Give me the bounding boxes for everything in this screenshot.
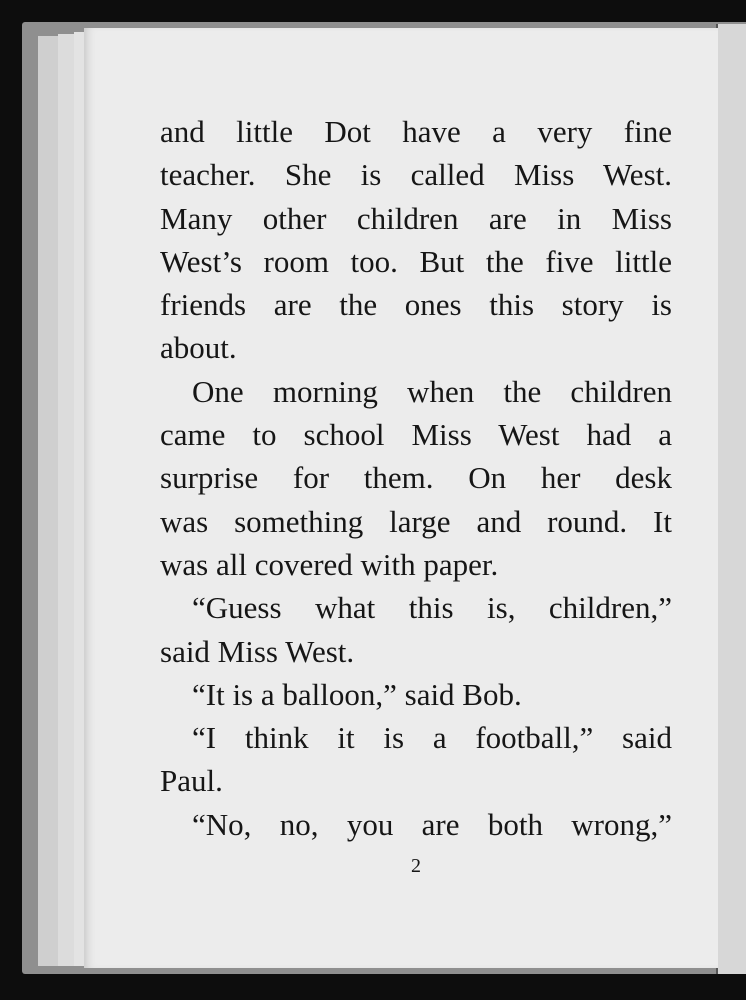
text-line: “I think it is a football,” said [192,720,672,756]
text-line: surprise for them. On her desk [160,460,672,496]
facing-page [716,24,746,974]
text-line: about. [160,330,237,366]
text-line: teacher. She is called Miss West. [160,157,672,193]
text-line: was all covered with paper. [160,546,499,582]
text-line: was something large and round. It [160,503,672,539]
text-line: and little Dot have a very fine [160,114,672,149]
text-line: friends are the ones this story is [160,287,672,323]
text-line: came to school Miss West had a [160,417,672,453]
page-number: 2 [411,855,421,877]
text-line: West’s room too. But the five little [160,243,672,279]
text-line: Many other children are in Miss [160,200,672,236]
page-text [160,110,672,846]
text-line: “It is a balloon,” said Bob. [192,676,522,712]
text-line: Paul. [160,763,223,799]
text-line: “Guess what this is, children,” [192,590,672,626]
text-line: “No, no, you are both wrong,” [192,806,672,842]
text-line: said Miss West. [160,633,355,669]
text-line: One morning when the children [192,373,672,409]
